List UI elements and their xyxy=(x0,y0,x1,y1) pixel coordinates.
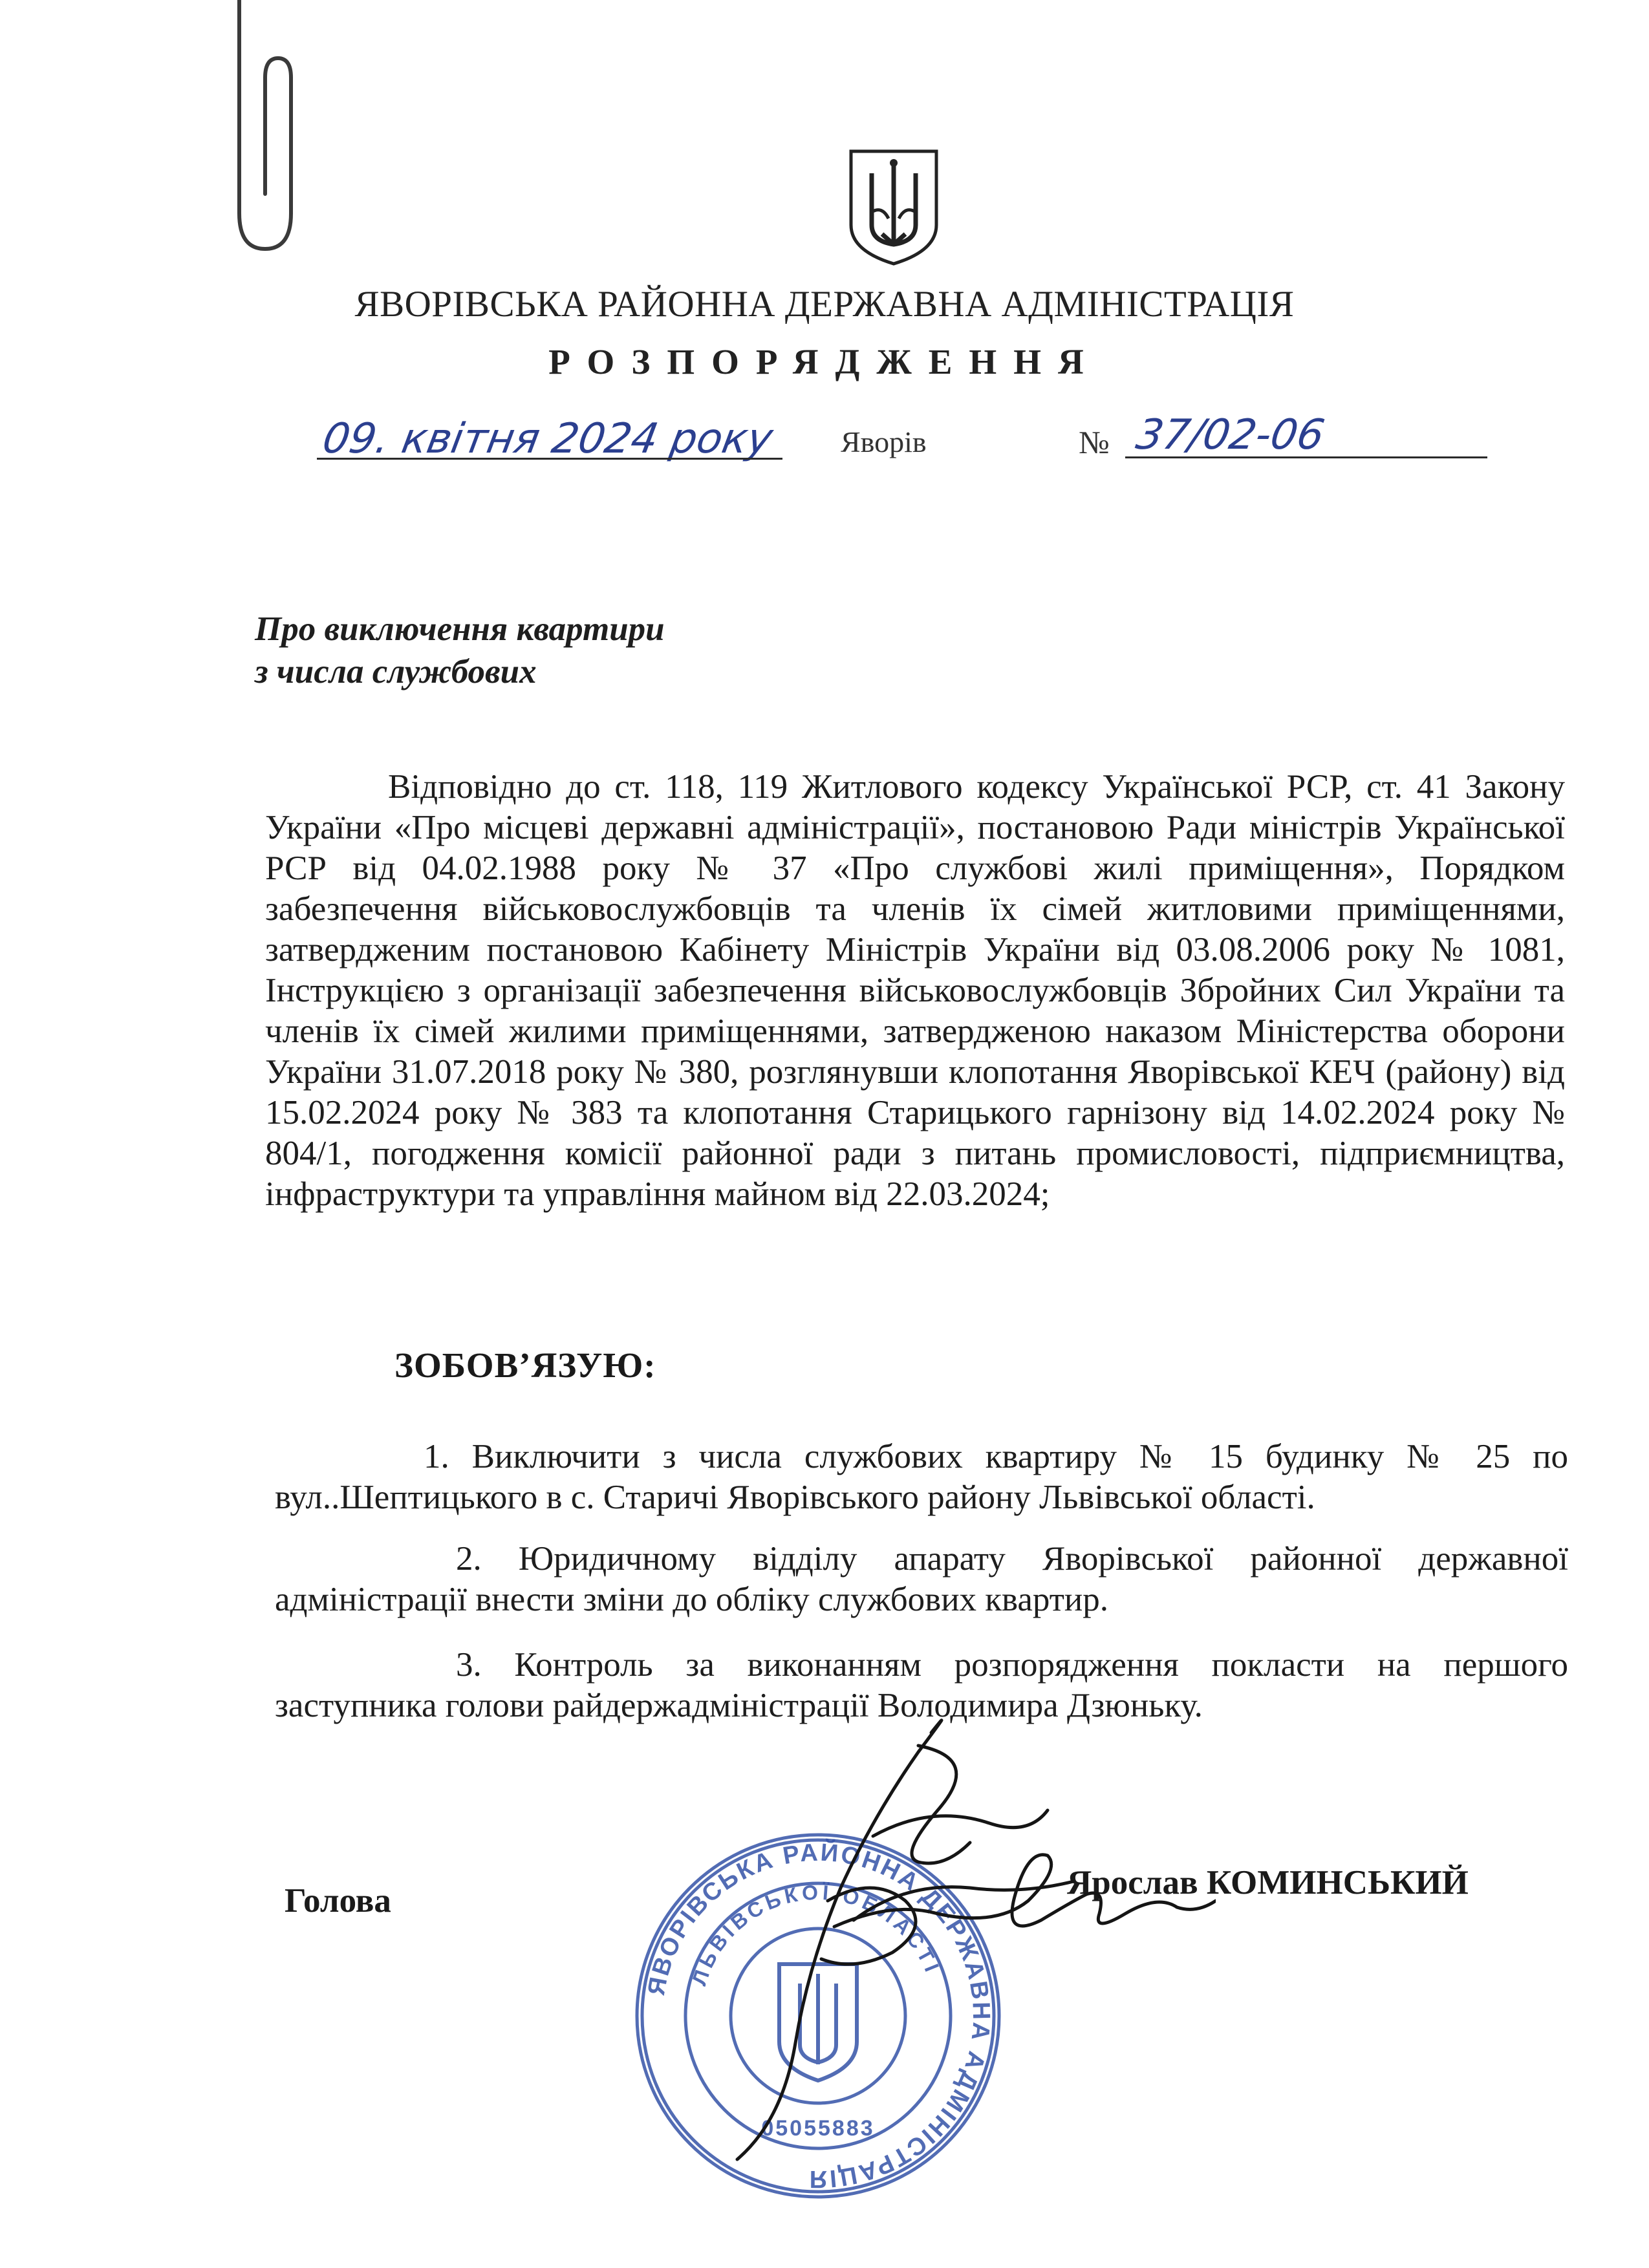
order-item-2: 2. Юридичному відділу апарату Яворівської районної державної адміністрації внести зміни до обліку службових квартир. xyxy=(275,1540,1568,1618)
date-underline xyxy=(317,458,782,460)
coat-of-arms-icon xyxy=(846,147,942,266)
handwritten-date: 09. квітня 2024 року xyxy=(319,415,777,463)
document-type-heading: РОЗПОРЯДЖЕННЯ xyxy=(548,342,1101,381)
stamp-inner-text: ЛЬВІВСЬКОЇ ОБЛАСТІ xyxy=(687,1880,945,1989)
signer-name: Ярослав КОМИНСЬКИЙ xyxy=(1067,1864,1469,1901)
number-sign: № xyxy=(1079,424,1110,460)
subject-line-1: Про виключення квартири xyxy=(255,610,665,648)
administration-title: ЯВОРІВСЬКА РАЙОННА ДЕРЖАВНА АДМІНІСТРАЦІЯ xyxy=(354,284,1295,325)
number-underline xyxy=(1125,456,1487,458)
subject-line-2: з числа службових xyxy=(255,653,537,690)
handwritten-signature xyxy=(724,1707,1216,2172)
paper-clip-icon xyxy=(226,0,304,252)
order-item-3: 3. Контроль за виконанням розпорядження покласти на першого заступника голови райдержадміністрації Володимира Дзюньку. xyxy=(275,1646,1568,1724)
handwritten-number: 37/02-06 xyxy=(1132,411,1328,459)
signer-position: Голова xyxy=(285,1882,391,1920)
order-item-1: 1. Виключити з числа службових квартиру № 15 будинку № 25 по вул..Шептицького в с. Старичі Яворівського району Львівської області. xyxy=(275,1438,1568,1516)
decree-word: ЗОБОВ’ЯЗУЮ: xyxy=(394,1345,656,1385)
document-subject xyxy=(255,608,665,693)
place-of-issue: Яворів xyxy=(841,425,927,458)
stamp-code: 05055883 xyxy=(761,2116,875,2141)
preamble-paragraph: Відповідно до ст. 118, 119 Житлового кодексу Української РСР, ст. 41 Закону України «Про місцеві державні адміністрації», постановою Ради міністрів Української РСР від 04.02.1988 року № 37 «Про службові жилі приміщення», Порядком забезпечення військовослужбовців та членів їх сімей житловими приміщеннями, затвердженим постановою Кабінету Міністрів України від 03.08.2006 року № 1081, Інструкцією з організації забезпечення військовослужбовців Збройних Сил України та членів їх сімей жилими приміщеннями, затвердженою наказом Міністерства оборони України 31.07.2018 року № 380, розглянувши клопотання Яворівської КЕЧ (району) від 15.02.2024 року № 383 та клопотання Старицького гарнізону від 14.02.2024 року № 804/1, погодження комісії районної ради з питань промисловості, підприємництва, інфраструктури та управління майном від 22.03.2024; xyxy=(265,768,1565,1213)
stamp-outer-text: ЯВОРІВСЬКА РАЙОННА ДЕРЖАВНА АДМІНІСТРАЦІЯ xyxy=(643,1839,995,2193)
